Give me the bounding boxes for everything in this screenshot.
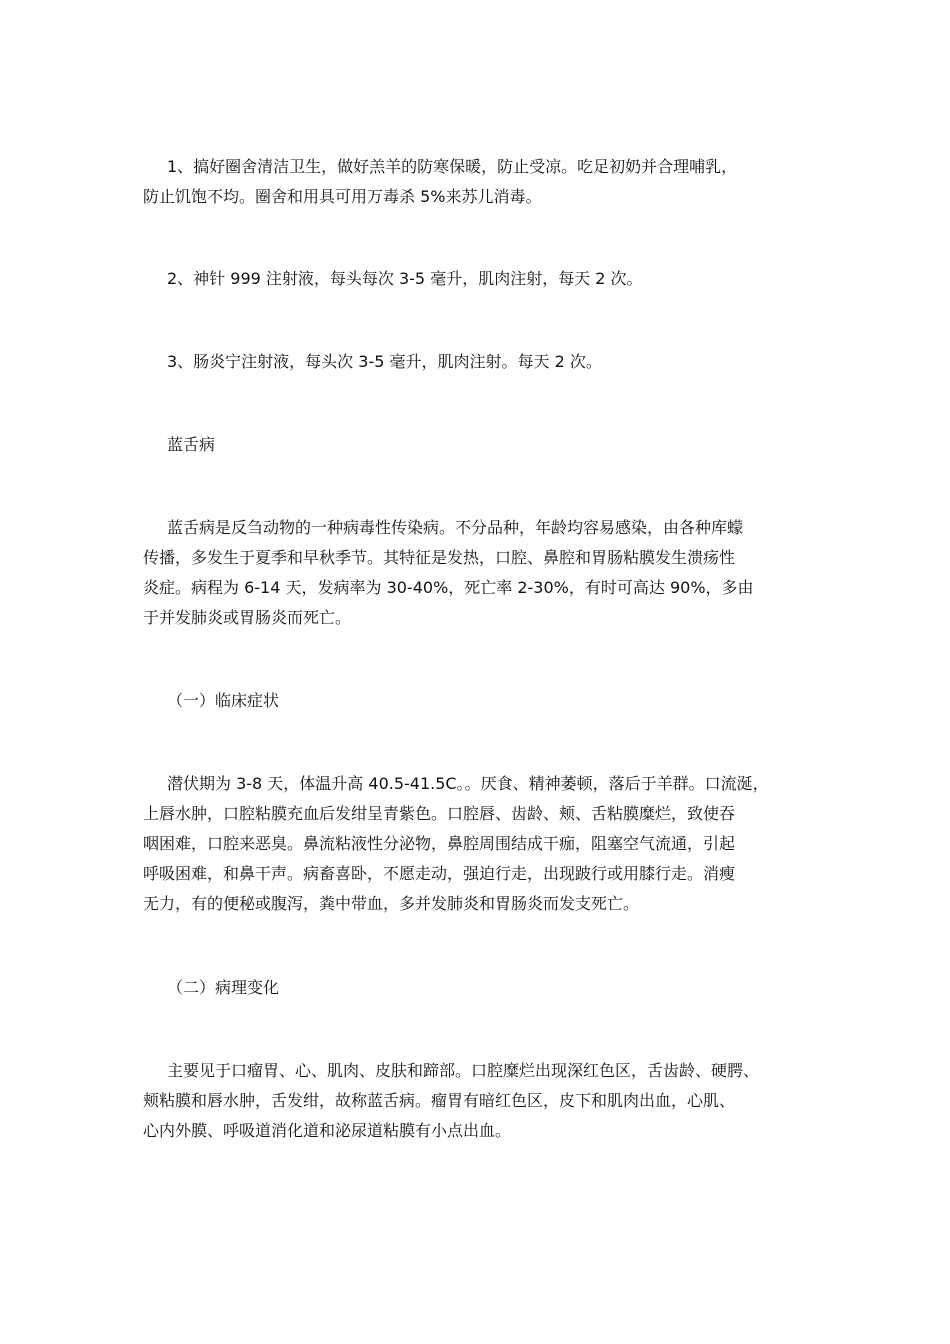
text-line: 潜伏期为 3-8 天，体温升高 40.5-41.5C。。厌食、精神萎顿，落后于羊群。口流涎， — [167, 774, 769, 793]
text-line: 主要见于口瘤胃、心、肌肉、皮肤和蹄部。口腔糜烂出现深红色区，舌齿龄、硬腭、 — [167, 1061, 760, 1080]
text-line: 2、神针 999 注射液，每头每次 3-5 毫升，肌肉注射，每天 2 次。 — [167, 269, 643, 288]
section-heading-clinical-symptoms: （一）临床症状 — [167, 691, 280, 710]
section-heading-pathology: （二）病理变化 — [167, 978, 280, 997]
text-line: 上唇水肿，口腔粘膜充血后发绀呈青紫色。口腔唇、齿龄、颊、舌粘膜糜烂，致使吞 — [143, 804, 736, 823]
text-line: 蓝舌病是反刍动物的一种病毒性传染病。不分品种，年龄均容易感染，由各种库蠓 — [167, 518, 744, 537]
text-line: 颊粘膜和唇水肿，舌发绀，故称蓝舌病。瘤胃有暗红色区，皮下和肌肉出血，心肌、 — [143, 1091, 736, 1110]
text-line: 炎症。病程为 6-14 天，发病率为 30-40%，死亡率 2-30%，有时可高达 90%，多由 — [143, 578, 754, 597]
text-line: 1、搞好圈舍清洁卫生，做好羔羊的防寒保暖，防止受凉。吃足初奶并合理哺乳， — [167, 157, 738, 176]
text-line: 传播，多发生于夏季和早秋季节。其特征是发热，口腔、鼻腔和胃肠粘膜发生溃疡性 — [143, 548, 736, 567]
paragraph-clinical-symptoms — [143, 769, 843, 919]
paragraph-treatment-2 — [143, 264, 843, 294]
text-line: 无力，有的便秘或腹泻，粪中带血，多并发肺炎和胃肠炎而发支死亡。 — [143, 894, 640, 913]
section-heading-bluetongue: 蓝舌病 — [167, 435, 216, 454]
text-line: 呼吸困难，和鼻干声。病畜喜卧，不愿走动，强迫行走，出现跛行或用膝行走。消瘦 — [143, 864, 736, 883]
paragraph-treatment-3 — [143, 347, 843, 377]
text-line: 3、肠炎宁注射液，每头次 3-5 毫升，肌肉注射。每天 2 次。 — [167, 352, 602, 371]
text-line: 咽困难，口腔来恶臭。鼻流粘液性分泌物，鼻腔周围结成干痂，阻塞空气流通，引起 — [143, 834, 736, 853]
text-line: 于并发肺炎或胃肠炎而死亡。 — [143, 608, 352, 627]
text-line: 心内外膜、呼吸道消化道和泌尿道粘膜有小点出血。 — [143, 1121, 512, 1140]
paragraph-prevention — [143, 152, 843, 212]
text-line: 防止饥饱不均。圈舍和用具可用万毒杀 5%来苏儿消毒。 — [143, 187, 542, 206]
paragraph-bluetongue-intro — [143, 513, 843, 633]
paragraph-pathology — [143, 1056, 843, 1146]
